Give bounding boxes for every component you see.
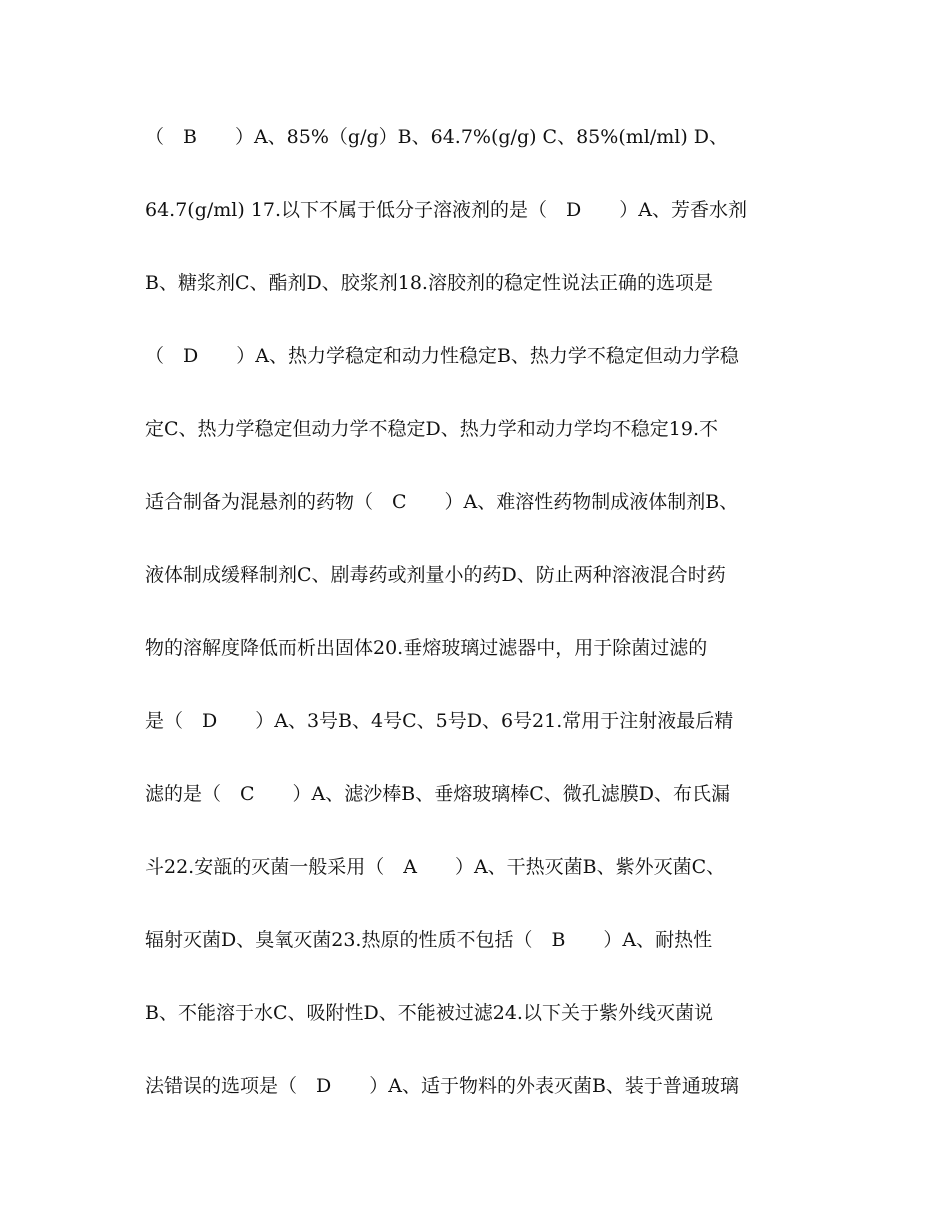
text-line-8: 物的溶解度降低而析出固体20.垂熔玻璃过滤器中，用于除菌过滤的 — [145, 637, 708, 659]
text-line-1: （ B ）A、85%（g/g）B、64.7%(g/g) C、85%(ml/ml) D、 — [145, 126, 729, 148]
text-line-12: 辐射灭菌D、臭氧灭菌23.热原的性质不包括（ B ）A、耐热性 — [145, 929, 713, 951]
text-line-4: （ D ）A、热力学稳定和动力性稳定B、热力学不稳定但动力学稳 — [145, 345, 739, 367]
text-line-14: 法错误的选项是（ D ）A、适于物料的外表灭菌B、装于普通玻璃 — [145, 1075, 739, 1097]
question-text-block — [145, 124, 825, 1146]
text-line-2: 64.7(g/ml) 17.以下不属于低分子溶液剂的是（ D ）A、芳香水剂 — [145, 199, 747, 221]
text-line-6: 适合制备为混悬剂的药物（ C ）A、难溶性药物制成液体制剂B、 — [145, 491, 739, 513]
text-line-3: B、糖浆剂C、酯剂D、胶浆剂18.溶胶剂的稳定性说法正确的选项是 — [145, 272, 713, 294]
text-line-13: B、不能溶于水C、吸附性D、不能被过滤24.以下关于紫外线灭菌说 — [145, 1002, 713, 1024]
text-line-9: 是（ D ）A、3号B、4号C、5号D、6号21.常用于注射液最后精 — [145, 710, 734, 732]
text-line-11: 斗22.安瓿的灭菌一般采用（ A ）A、干热灭菌B、紫外灭菌C、 — [145, 856, 726, 878]
text-line-5: 定C、热力学稳定但动力学不稳定D、热力学和动力学均不稳定19.不 — [145, 418, 718, 440]
text-line-10: 滤的是（ C ）A、滤沙棒B、垂熔玻璃棒C、微孔滤膜D、布氏漏 — [145, 783, 730, 805]
text-line-7: 液体制成缓释制剂C、剧毒药或剂量小的药D、防止两种溶液混合时药 — [145, 564, 726, 586]
